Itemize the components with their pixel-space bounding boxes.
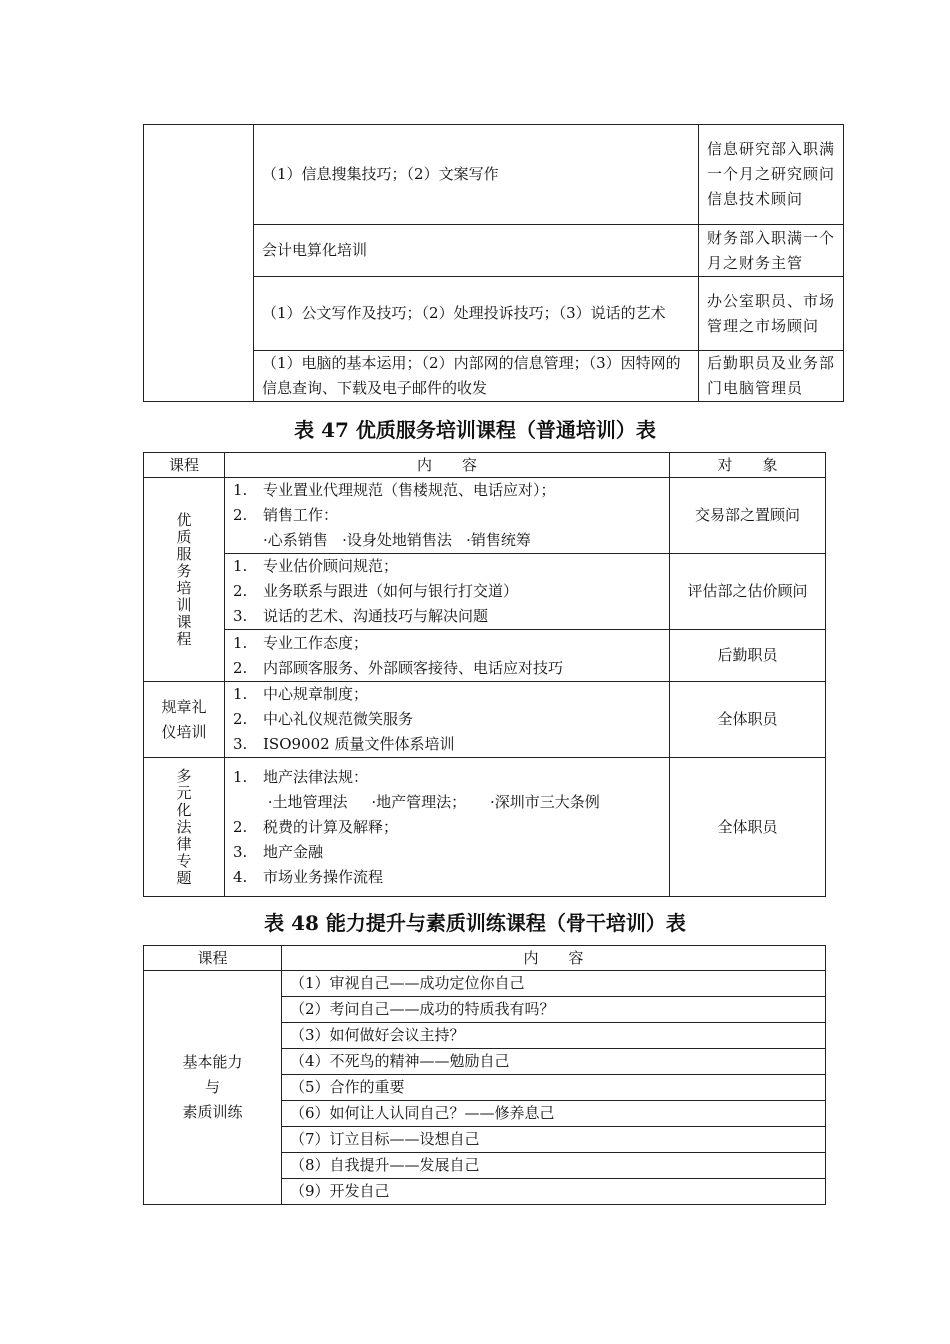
table48-course-basic-ability: 基本能力 与 素质训练 <box>144 971 282 1205</box>
table48-header-content: 内 容 <box>282 946 826 971</box>
list-subitem: ·心系销售 ·设身处地销售法 ·销售统筹 <box>263 531 531 549</box>
list-item: 2. 税费的计算及解释； <box>233 817 399 836</box>
table47-target: 后勤职员 <box>670 630 826 682</box>
table48-title: 表 48 能力提升与素质训练课程（骨干培训）表 <box>264 911 686 935</box>
table-top-target: 财务部入职满一个月之财务主管 <box>699 225 844 277</box>
table-row: （1）审视自己——成功定位你自己 <box>282 971 826 997</box>
table47-header-target: 对 象 <box>670 453 826 478</box>
table-row: （7）订立目标——设想自己 <box>282 1127 826 1153</box>
list-item: 1. 中心规章制度； <box>233 685 369 703</box>
list-item: 3. 说话的艺术、沟通技巧与解决问题 <box>233 607 489 625</box>
list-item: 4. 市场业务操作流程 <box>233 867 384 886</box>
table-row: （2）考问自己——成功的特质我有吗？ <box>282 997 826 1023</box>
table-row: （3）如何做好会议主持？ <box>282 1023 826 1049</box>
table48-header-course: 课程 <box>144 946 282 971</box>
table-top-content: 会计电算化培训 <box>254 225 699 277</box>
table47-target: 全体职员 <box>670 682 826 758</box>
table-row: （6）如何让人认同自己？——修养息己 <box>282 1101 826 1127</box>
table-top <box>143 124 844 402</box>
table47-content <box>225 682 670 758</box>
table-top-content: （1）公文写作及技巧；（2）处理投诉技巧；（3）说话的艺术 <box>254 277 699 351</box>
table47-course-quality-service: 优 质 服 务 培 训 课 程 <box>144 478 225 682</box>
list-item: 1. 专业工作态度； <box>233 633 369 652</box>
table47-content <box>225 478 670 554</box>
list-item: 2. 中心礼仪规范微笑服务 <box>233 710 414 728</box>
table47 <box>143 452 826 897</box>
table-row: （9）开发自己 <box>282 1179 826 1205</box>
list-item: 2. 内部顾客服务、外部顾客接待、电话应对技巧 <box>233 658 564 677</box>
table-top-target: 后勤职员及业务部门电脑管理员 <box>699 351 844 402</box>
table-top-course-cell <box>144 125 254 402</box>
table47-target: 评估部之估价顾问 <box>670 554 826 630</box>
list-item: 1. 地产法律法规： <box>233 767 369 786</box>
list-item: 2. 销售工作： <box>233 506 339 524</box>
table-row: （4）不死鸟的精神——勉励自己 <box>282 1049 826 1075</box>
list-item: 3. 地产金融 <box>233 842 324 861</box>
table47-target: 全体职员 <box>670 758 826 897</box>
table-top-content: （1）电脑的基本运用；（2）内部网的信息管理；（3）因特网的信息查询、下载及电子邮件的收发 <box>254 351 699 402</box>
list-item: 1. 专业估价顾问规范； <box>233 557 399 575</box>
table47-course-law-topics: 多 元 化 法 律 专 题 <box>144 758 225 897</box>
list-item: 2. 业务联系与跟进（如何与银行打交道） <box>233 582 519 600</box>
table-row: （8）自我提升——发展自己 <box>282 1153 826 1179</box>
table47-target: 交易部之置顾问 <box>670 478 826 554</box>
list-item: 3. ISO9002 质量文件体系培训 <box>233 735 455 753</box>
table48 <box>143 945 826 1205</box>
table-row: （5）合作的重要 <box>282 1075 826 1101</box>
table47-content <box>225 630 670 682</box>
table-top-target: 办公室职员、市场管理之市场顾问 <box>699 277 844 351</box>
table-top-target: 信息研究部入职满一个月之研究顾问信息技术顾问 <box>699 125 844 225</box>
table-top-content: （1）信息搜集技巧；（2）文案写作 <box>254 125 699 225</box>
table47-header-course: 课程 <box>144 453 225 478</box>
table47-header-content: 内 容 <box>225 453 670 478</box>
table47-course-rules-etiquette: 规章礼 仪培训 <box>144 682 225 758</box>
table47-title: 表 47 优质服务培训课程（普通培训）表 <box>294 418 656 442</box>
list-item: 1. 专业置业代理规范（售楼规范、电话应对）； <box>233 481 556 499</box>
table47-content <box>225 554 670 630</box>
list-subitem: ·土地管理法 ·地产管理法； ·深圳市三大条例 <box>263 792 600 811</box>
table47-content <box>225 758 670 897</box>
